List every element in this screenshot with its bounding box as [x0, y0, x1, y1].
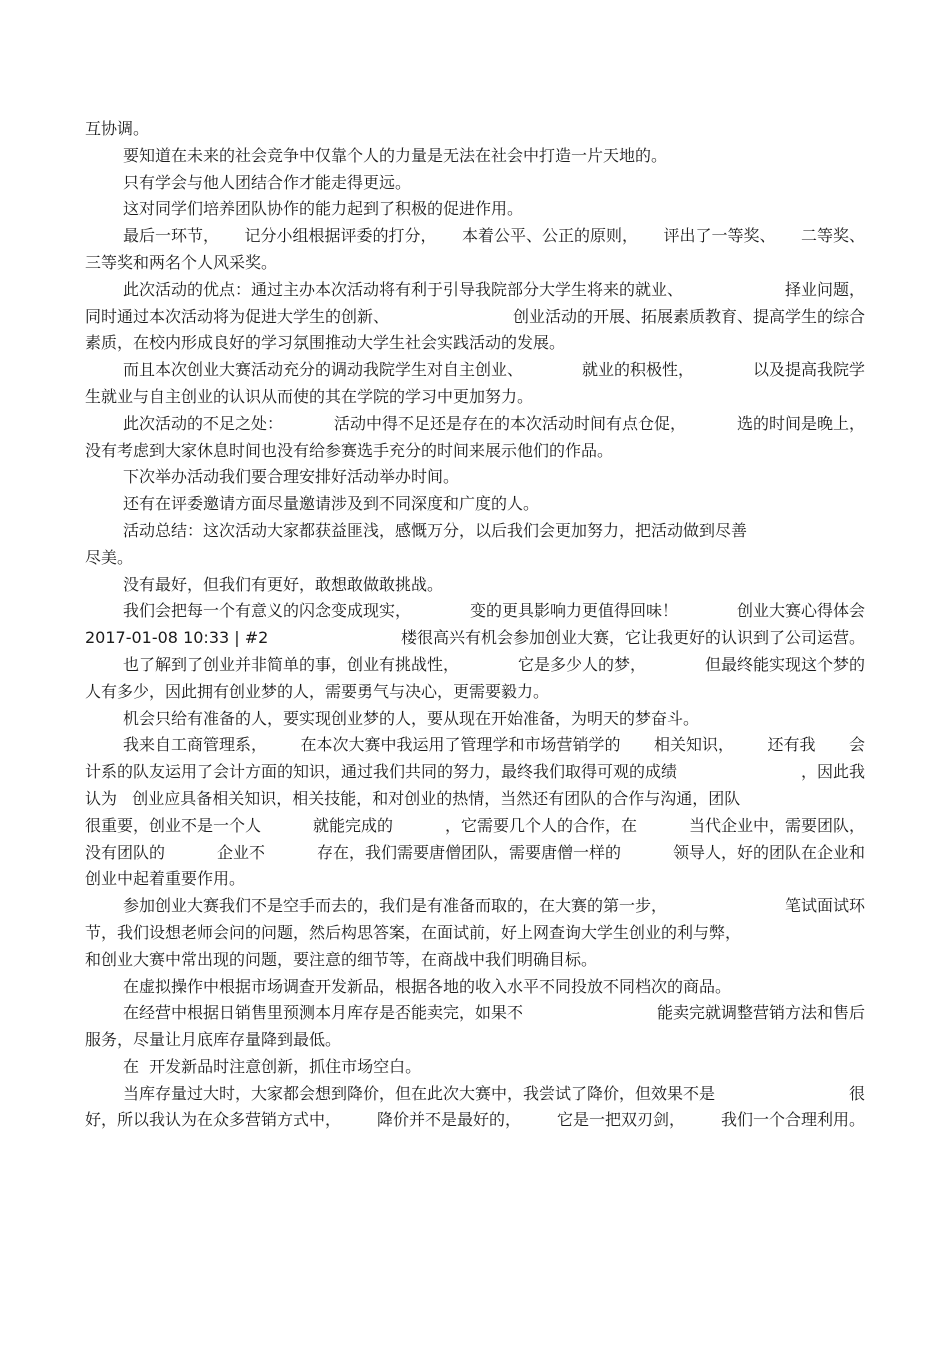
text-line	[0, 893, 950, 920]
text-segment: 创业中起着重要作用。	[85, 869, 246, 889]
text-segment: 笔试面试环	[784, 896, 865, 916]
text-segment: 很	[848, 1083, 865, 1103]
text-segment: 认为 创业应具备相关知识，相关技能，和对创业的热情，当然还有团队的合作与沟通，团队	[85, 788, 741, 808]
text-line	[0, 170, 950, 197]
text-segment: 参加创业大赛我们不是空手而去的，我们是有准备而取的，在大赛的第一步，	[123, 896, 668, 916]
text-line	[0, 223, 950, 250]
text-segment: ，它需要几个人的合作，在	[444, 815, 637, 835]
text-segment: 降价并不是最好的，	[376, 1110, 521, 1130]
text-line	[0, 357, 950, 384]
text-line	[0, 277, 950, 304]
text-segment: 机会只给有准备的人，要实现创业梦的人，要从现在开始准备，为明天的梦奋斗。	[123, 708, 700, 728]
text-segment: 创业大赛心得体会	[736, 601, 865, 621]
text-segment: 楼很高兴有机会参加创业大赛，它让我更好的认识到了公司运营。	[400, 628, 865, 648]
text-segment: 变的更具影响力更值得回味！	[469, 601, 678, 621]
text-segment: 会	[848, 735, 865, 755]
text-line	[0, 1081, 950, 1108]
text-segment: 此次活动的优点：通过主办本次活动将有利于引导我院部分大学生将来的就业、	[123, 279, 684, 299]
text-segment: 领导人，好的团队在企业和	[672, 842, 865, 862]
text-line	[0, 411, 950, 438]
text-line	[0, 625, 950, 652]
text-line	[0, 518, 950, 545]
text-segment: 同时通过本次活动将为促进大学生的创新、	[85, 306, 390, 326]
text-line	[0, 732, 950, 759]
text-segment: 服务，尽量让月底库存量降到最低。	[85, 1030, 342, 1050]
text-segment: 2017-01-08 10:33 | #2	[85, 628, 269, 648]
text-line	[0, 330, 950, 357]
text-line	[0, 679, 950, 706]
text-line	[0, 947, 950, 974]
text-segment: 也了解到了创业并非简单的事，创业有挑战性，	[123, 654, 460, 674]
text-segment: 但最终能实现这个梦的	[704, 654, 865, 674]
text-segment: 节，我们设想老师会问的问题，然后构思答案，在面试前，好上网查询大学生创业的利与弊，	[85, 922, 742, 942]
text-line	[0, 652, 950, 679]
text-segment: 这对同学们培养团队协作的能力起到了积极的促进作用。	[123, 199, 524, 219]
text-segment: 人有多少，因此拥有创业梦的人，需要勇气与决心，更需要毅力。	[85, 681, 550, 701]
text-line	[0, 840, 950, 867]
text-segment: 很重要，创业不是一个人	[85, 815, 262, 835]
text-segment: 在虚拟操作中根据市场调查开发新品，根据各地的收入水平不同投放不同档次的商品。	[123, 976, 732, 996]
text-segment: 此次活动的不足之处：	[123, 413, 284, 433]
text-line	[0, 572, 950, 599]
text-segment: 没有最好，但我们有更好，敢想敢做敢挑战。	[123, 574, 444, 594]
text-line	[0, 250, 950, 277]
text-segment: 而且本次创业大赛活动充分的调动我院学生对自主创业、	[123, 360, 524, 380]
text-segment: 选的时间是晚上，	[736, 413, 865, 433]
text-segment: 素质，在校内形成良好的学习氛围推动大学生社会实践活动的发展。	[85, 333, 566, 353]
text-segment: 就业的积极性，	[581, 360, 694, 380]
text-segment: 活动总结：这次活动大家都获益匪浅，感慨万分，以后我们会更加努力，把活动做到尽善	[123, 520, 748, 540]
text-segment: 下次举办活动我们要合理安排好活动举办时间。	[123, 467, 460, 487]
text-segment: ，因此我	[800, 762, 865, 782]
text-segment: 当库存量过大时，大家都会想到降价，但在此次大赛中，我尝试了降价，但效果不是	[123, 1083, 716, 1103]
text-line	[0, 196, 950, 223]
text-segment: 创业活动的开展、拓展素质教育、提高学生的综合	[512, 306, 865, 326]
text-segment: 没有考虑到大家休息时间也没有给参赛选手充分的时间来展示他们的作品。	[85, 440, 614, 460]
text-line	[0, 813, 950, 840]
text-segment: 它是一把双刃剑，	[556, 1110, 685, 1130]
text-segment: 我来自工商管理系，	[123, 735, 268, 755]
text-line	[0, 974, 950, 1001]
text-segment: 它是多少人的梦，	[517, 654, 646, 674]
text-segment: 要知道在未来的社会竞争中仅靠个人的力量是无法在社会中打造一片天地的。	[123, 145, 668, 165]
text-line	[0, 304, 950, 331]
text-segment: 评出了一等奖、	[663, 226, 776, 246]
text-segment: 择业问题，	[784, 279, 865, 299]
text-segment: 在本次大赛中我运用了管理学和市场营销学的	[300, 735, 621, 755]
text-segment: 三等奖和两名个人风采奖。	[85, 252, 278, 272]
text-segment: 在经营中根据日销售里预测本月库存是否能卖完，如果不	[123, 1003, 524, 1023]
text-segment: 好，所以我认为在众多营销方式中，	[85, 1110, 342, 1130]
text-segment: 以及提高我院学	[752, 360, 865, 380]
text-segment: 本着公平、公正的原则，	[461, 226, 638, 246]
text-line	[0, 464, 950, 491]
text-segment: 互协调。	[85, 119, 150, 138]
text-segment: 最后一环节，	[123, 226, 220, 246]
text-line	[0, 759, 950, 786]
text-segment: 没有团队的	[85, 842, 166, 862]
text-segment: 在 开发新品时注意创新，抓住市场空白。	[123, 1056, 422, 1076]
text-line	[0, 116, 950, 143]
text-segment: 能卖完就调整营销方法和售后	[656, 1003, 865, 1023]
text-line	[0, 1027, 950, 1054]
text-segment: 生就业与自主创业的认识从而使的其在学院的学习中更加努力。	[85, 386, 534, 406]
text-segment: 就能完成的	[312, 815, 393, 835]
text-segment: 相关知识，	[653, 735, 734, 755]
text-segment: 还有在评委邀请方面尽量邀请涉及到不同深度和广度的人。	[123, 494, 540, 514]
text-segment: 记分小组根据评委的打分，	[244, 226, 437, 246]
text-line	[0, 1000, 950, 1027]
text-segment: 我们会把每一个有意义的闪念变成现实，	[123, 601, 412, 621]
text-segment: 和创业大赛中常出现的问题，要注意的细节等，在商战中我们明确目标。	[85, 949, 598, 969]
text-segment: 只有学会与他人团结合作才能走得更远。	[123, 172, 412, 192]
text-segment: 企业不	[216, 842, 265, 862]
text-line	[0, 384, 950, 411]
text-line	[0, 866, 950, 893]
document-body	[0, 116, 950, 1134]
text-line	[0, 438, 950, 465]
text-line	[0, 491, 950, 518]
text-segment: 尽美。	[85, 547, 134, 567]
text-segment: 存在，我们需要唐僧团队，需要唐僧一样的	[316, 842, 621, 862]
text-line	[0, 545, 950, 572]
text-segment: 当代企业中，需要团队，	[688, 815, 865, 835]
text-line	[0, 920, 950, 947]
text-segment: 计系的队友运用了会计方面的知识，通过我们共同的努力，最终我们取得可观的成绩	[85, 762, 678, 782]
text-segment: 还有我	[767, 735, 816, 755]
text-line	[0, 1054, 950, 1081]
text-line	[0, 786, 950, 813]
text-line	[0, 1107, 950, 1134]
text-segment: 我们一个合理利用。	[720, 1110, 865, 1130]
text-segment: 活动中得不足还是存在的本次活动时间有点仓促，	[333, 413, 686, 433]
text-line	[0, 706, 950, 733]
text-line	[0, 143, 950, 170]
text-line	[0, 598, 950, 625]
text-segment: 二等奖、	[800, 226, 865, 246]
